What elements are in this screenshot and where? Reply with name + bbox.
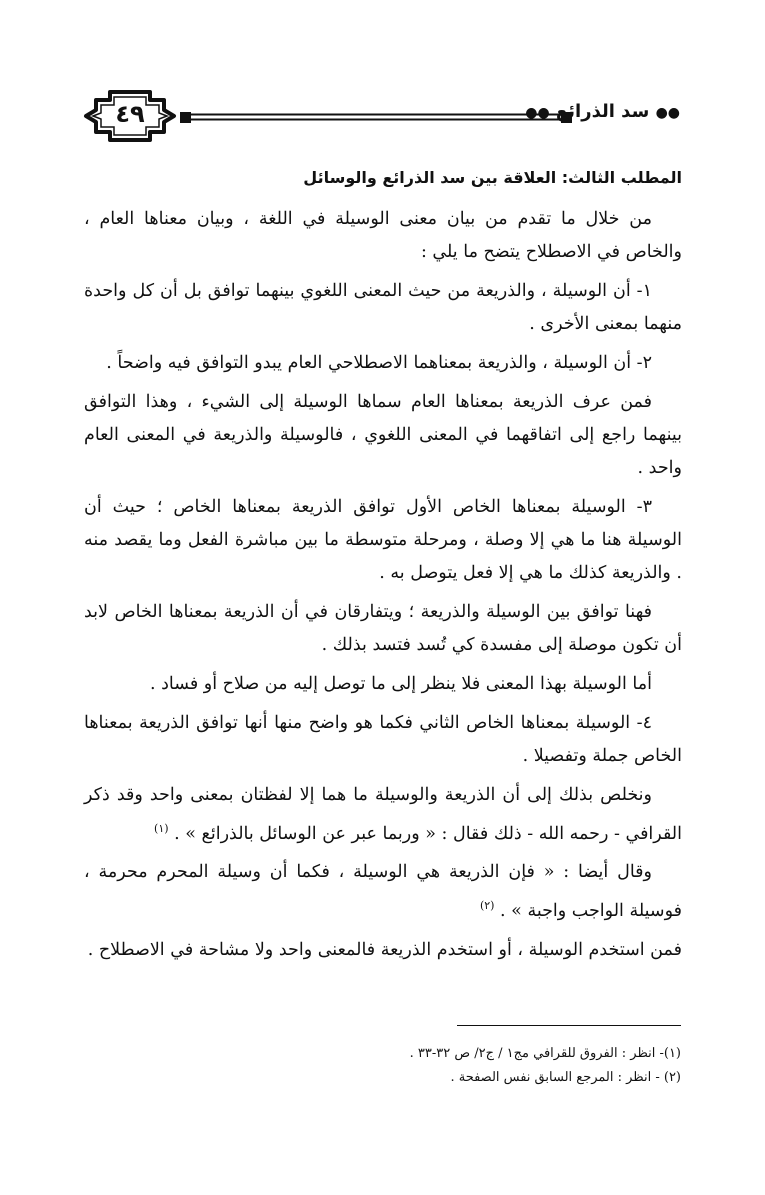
paragraph-with-footnote (84, 856, 682, 928)
paragraph: ٤- الوسيلة بمعناها الخاص الثاني فكما هو واضح منها أنها توافق الذريعة بمعناها الخاص جملة وتفصيلا . (84, 712, 682, 766)
page-number-badge (80, 86, 180, 146)
paragraph-text: ونخلص بذلك إلى أن الذريعة والوسيلة ما هما إلا لفظتان بمعنى واحد وقد ذكر القرافي - رحمه الله - ذلك فقال : « وربما عبر عن الوسائل بالذرائع » . (84, 784, 682, 844)
footnote-ref: (١) (154, 821, 169, 835)
paragraph: أما الوسيلة بهذا المعنى فلا ينظر إلى ما توصل إليه من صلاح أو فساد . (149, 673, 652, 694)
footnotes (81, 1042, 681, 1090)
paragraph-text: وقال أيضا : « فإن الذريعة هي الوسيلة ، فكما أن وسيلة المحرم محرمة ، فوسيلة الواجب واجبة » . (84, 862, 682, 922)
paragraph: فهنا توافق بين الوسيلة والذريعة ؛ ويتفارقان في أن الذريعة بمعناها الخاص لابد أن تكون موصلة إلى مفسدة كي تُسد فتسد بذلك . (84, 601, 682, 655)
page-number: ٤٩ (115, 100, 145, 128)
page-header (80, 86, 680, 146)
dots-icon: ●● (525, 105, 550, 121)
footnote-divider (457, 1025, 681, 1026)
paragraph-with-footnote (84, 779, 682, 851)
paragraph: ٣- الوسيلة بمعناها الخاص الأول توافق الذريعة بمعناها الخاص ؛ حيث أن الوسيلة هنا ما هي إلا وصلة ، ومرحلة متوسطة ما بين مباشرة الفعل وما يقصد منه . والذريعة كذلك ما هي إلا فعل يتوصل به . (84, 496, 682, 583)
running-title (525, 101, 680, 122)
paragraph: من خلال ما تقدم من بيان معنى الوسيلة في اللغة ، وبيان معناها العام ، والخاص في الاصطلاح يتضح ما يلي : (84, 208, 682, 262)
footnote-item: (١)- انظر : الفروق للقرافي مج١ / ج٢/ ص ٣٢-٣٣ . (409, 1046, 681, 1061)
paragraph: ١- أن الوسيلة ، والذريعة من حيث المعنى اللغوي بينهما توافق بل أن كل واحدة منهما بمعنى الأخرى . (84, 280, 682, 334)
section-title: المطلب الثالث: العلاقة بين سد الذرائع والوسائل (303, 168, 682, 187)
paragraph: ٢- أن الوسيلة ، والذريعة بمعناهما الاصطلاحي العام يبدو التوافق فيه واضحاً . (106, 352, 652, 373)
header-rule (180, 86, 572, 146)
page-body (84, 165, 682, 973)
dots-icon: ●● (655, 105, 680, 121)
paragraph: فمن عرف الذريعة بمعناها العام سماها الوسيلة إلى الشيء ، وهذا التوافق بينهما راجع إلى اتفاقهما في المعنى اللغوي ، فالوسيلة والذريعة في المعنى العام واحد . (84, 391, 682, 478)
footnote-ref: (٢) (479, 899, 495, 913)
running-title-text: سد الذرائع (556, 101, 650, 122)
footnote-item: (٢) - انظر : المرجع السابق نفس الصفحة . (450, 1070, 681, 1085)
paragraph: فمن استخدم الوسيلة ، أو استخدم الذريعة فالمعنى واحد ولا مشاحة في الاصطلاح . (87, 940, 682, 961)
